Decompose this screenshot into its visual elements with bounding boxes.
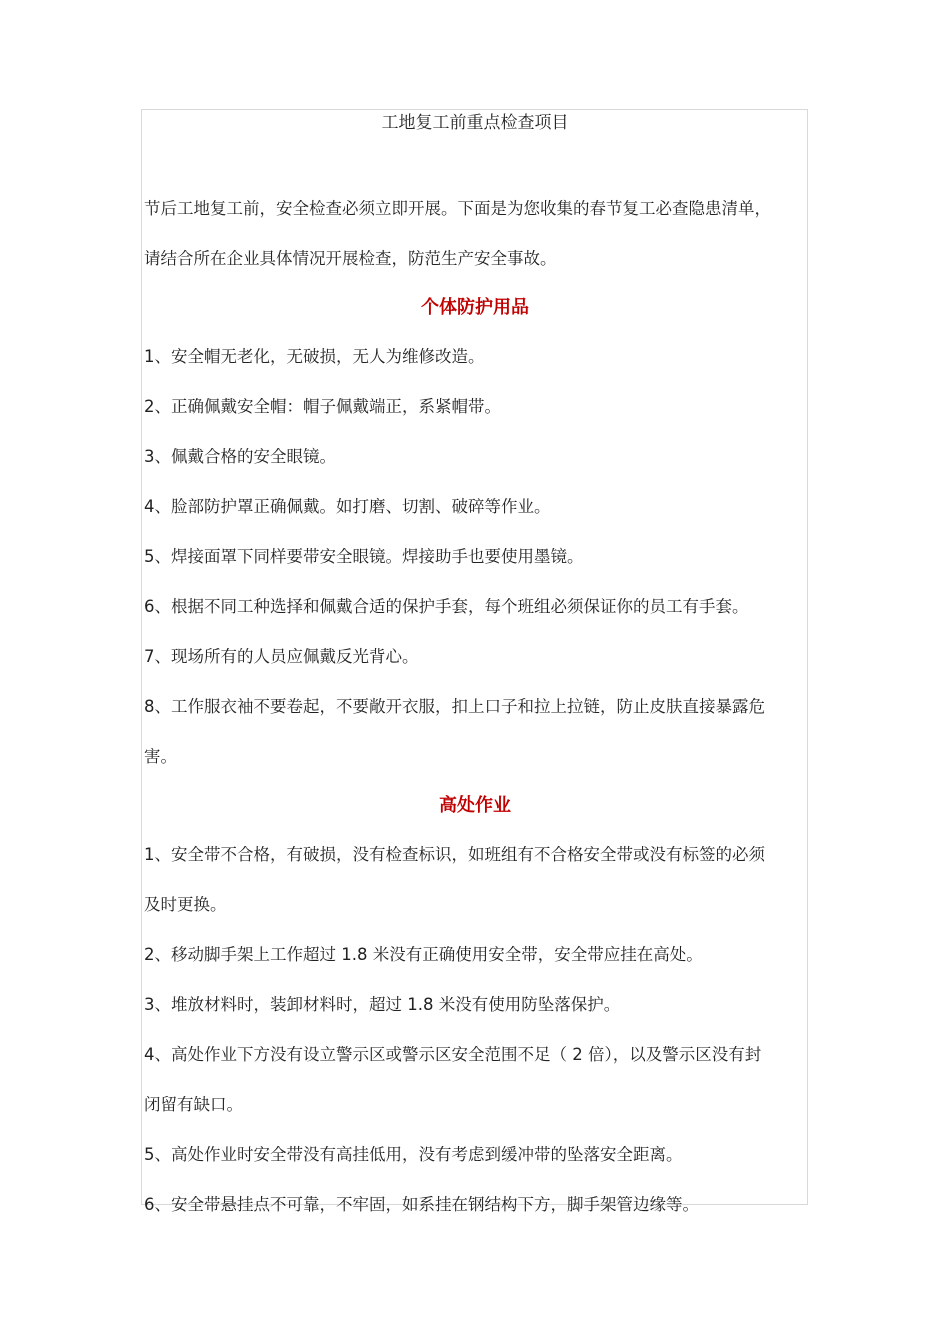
list-item-continuation: 及时更换。: [144, 895, 227, 914]
list-item: 7、现场所有的人员应佩戴反光背心。: [144, 647, 419, 666]
section-heading: 个体防护用品: [421, 297, 529, 318]
section-personal-protection: [144, 284, 806, 782]
list-item: 8、工作服衣袖不要卷起，不要敞开衣服，扣上口子和拉上拉链，防止皮肤直接暴露危: [144, 697, 765, 716]
list-item: 3、堆放材料时，装卸材料时，超过 1.8 米没有使用防坠落保护。: [144, 995, 621, 1014]
document-body: [144, 109, 806, 1230]
list-item-continuation: 闭留有缺口。: [144, 1095, 243, 1114]
list-item: 6、根据不同工种选择和佩戴合适的保护手套，每个班组必须保证你的员工有手套。: [144, 597, 749, 616]
list-item: 5、高处作业时安全带没有高挂低用，没有考虑到缓冲带的坠落安全距离。: [144, 1145, 683, 1164]
list-item: 4、脸部防护罩正确佩戴。如打磨、切割、破碎等作业。: [144, 497, 551, 516]
section-heading: 高处作业: [439, 795, 511, 816]
list-item: 4、高处作业下方没有设立警示区或警示区安全范围不足（ 2 倍），以及警示区没有封: [144, 1045, 762, 1064]
document-title: 工地复工前重点检查项目: [381, 113, 569, 133]
list-item: 1、安全帽无老化，无破损，无人为维修改造。: [144, 347, 485, 366]
section-working-at-height: [144, 782, 806, 1230]
list-item-continuation: 害。: [144, 747, 177, 766]
list-item: 3、佩戴合格的安全眼镜。: [144, 447, 336, 466]
intro-paragraph: [144, 184, 806, 284]
list-item: 5、焊接面罩下同样要带安全眼镜。焊接助手也要使用墨镜。: [144, 547, 584, 566]
intro-line: 请结合所在企业具体情况开展检查，防范生产安全事故。: [144, 249, 557, 268]
list-item: 2、正确佩戴安全帽：帽子佩戴端正，系紧帽带。: [144, 397, 501, 416]
intro-line: 节后工地复工前，安全检查必须立即开展。下面是为您收集的春节复工必查隐患清单，: [144, 199, 771, 218]
list-item: 6、安全带悬挂点不可靠，不牢固，如系挂在钢结构下方，脚手架管边缘等。: [144, 1195, 699, 1214]
list-item: 1、安全带不合格，有破损，没有检查标识，如班组有不合格安全带或没有标签的必须: [144, 845, 765, 864]
list-item: 2、移动脚手架上工作超过 1.8 米没有正确使用安全带，安全带应挂在高处。: [144, 945, 703, 964]
